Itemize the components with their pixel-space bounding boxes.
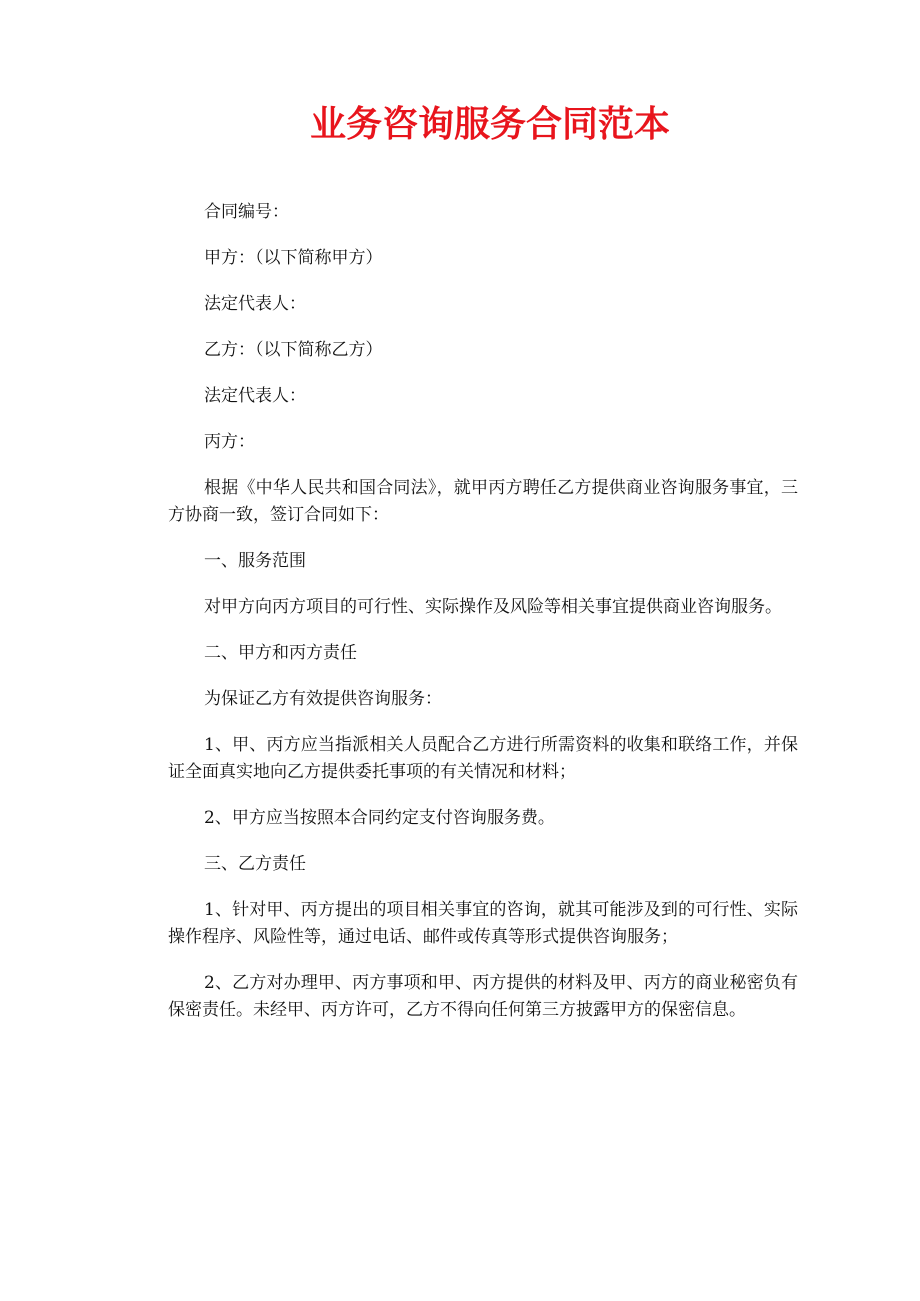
section-3-item-1: 1、针对甲、丙方提出的项目相关事宜的咨询，就其可能涉及到的可行性、实际操作程序、风险性等，通过电话、邮件或传真等形式提供咨询服务；	[168, 900, 798, 947]
section-heading-2: 二、甲方和丙方责任	[204, 643, 357, 663]
section-1-paragraph: 对甲方向丙方项目的可行性、实际操作及风险等相关事宜提供商业咨询服务。	[204, 597, 782, 617]
section-heading-1: 一、服务范围	[204, 551, 306, 571]
contract-number-line: 合同编号：	[204, 202, 289, 222]
party-b-representative-line: 法定代表人：	[204, 386, 306, 406]
section-2-item-2: 2、甲方应当按照本合同约定支付咨询服务费。	[204, 808, 555, 828]
party-a-representative-line: 法定代表人：	[204, 294, 306, 314]
party-b-line: 乙方：（以下简称乙方）	[204, 340, 383, 360]
document-title: 业务咨询服务合同范本	[309, 104, 670, 145]
section-heading-3: 三、乙方责任	[204, 854, 306, 874]
party-a-line: 甲方：（以下简称甲方）	[204, 248, 383, 268]
party-c-line: 丙方：	[204, 432, 255, 452]
section-3-item-2: 2、乙方对办理甲、丙方事项和甲、丙方提供的材料及甲、丙方的商业秘密负有保密责任。未经甲、丙方许可，乙方不得向任何第三方披露甲方的保密信息。	[168, 973, 798, 1020]
section-2-item-1: 1、甲、丙方应当指派相关人员配合乙方进行所需资料的收集和联络工作，并保证全面真实地向乙方提供委托事项的有关情况和材料；	[168, 735, 798, 782]
document-body	[168, 199, 798, 1043]
preamble-paragraph: 根据《中华人民共和国合同法》，就甲丙方聘任乙方提供商业咨询服务事宜，三方协商一致，签订合同如下：	[168, 478, 798, 525]
section-2-intro: 为保证乙方有效提供咨询服务：	[204, 689, 442, 709]
